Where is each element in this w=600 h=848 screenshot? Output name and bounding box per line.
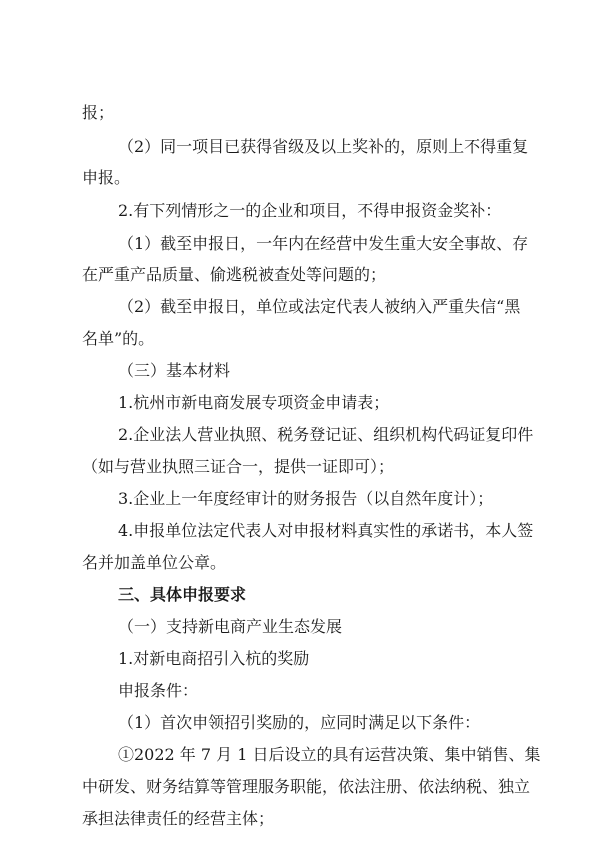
- subsection-heading-ecosystem: （一）支持新电商产业生态发展: [118, 617, 343, 636]
- text-line-21: ①2022 年 7 月 1 日后设立的具有运营决策、集中销售、集: [118, 745, 541, 764]
- section-heading-specific-requirements: 三、具体申报要求: [118, 585, 247, 604]
- text-line-11: 2.企业法人营业执照、税务登记证、组织机构代码证复印件: [118, 425, 534, 444]
- section-heading-basic-materials: （三）基本材料: [118, 361, 231, 380]
- text-line-3: 申报。: [82, 168, 131, 187]
- text-line-22: 中研发、财务结算等管理服务职能，依法注册、依法纳税、独立: [82, 777, 531, 796]
- text-line-7: （2）截至申报日，单位或法定代表人被纳入严重失信“黑: [118, 297, 521, 316]
- text-line-13: 3.企业上一年度经审计的财务报告（以自然年度计）；: [118, 489, 494, 508]
- text-line-14: 4.申报单位法定代表人对申报材料真实性的承诺书，本人签: [118, 521, 534, 540]
- text-line-2: （2）同一项目已获得省级及以上奖补的，原则上不得重复: [118, 137, 529, 156]
- text-line-19: 申报条件：: [118, 681, 199, 700]
- text-line-6: 在严重产品质量、偷逃税被查处等问题的；: [82, 265, 387, 284]
- text-line-20: （1）首次申领招引奖励的，应同时满足以下条件：: [118, 713, 481, 732]
- text-line-1: 报；: [82, 103, 115, 122]
- text-line-18: 1.对新电商招引入杭的奖励: [118, 649, 310, 668]
- text-line-10: 1.杭州市新电商发展专项资金申请表；: [118, 393, 390, 412]
- text-line-5: （1）截至申报日，一年内在经营中发生重大安全事故、存: [118, 234, 529, 253]
- text-line-12: （如与营业执照三证合一，提供一证即可）；: [82, 457, 395, 476]
- text-line-8: 名单”的。: [82, 329, 155, 348]
- text-line-15: 名并加盖单位公章。: [82, 553, 227, 572]
- text-line-4: 2.有下列情形之一的企业和项目，不得申报资金奖补：: [118, 201, 502, 220]
- text-line-23: 承担法律责任的经营主体；: [82, 809, 275, 828]
